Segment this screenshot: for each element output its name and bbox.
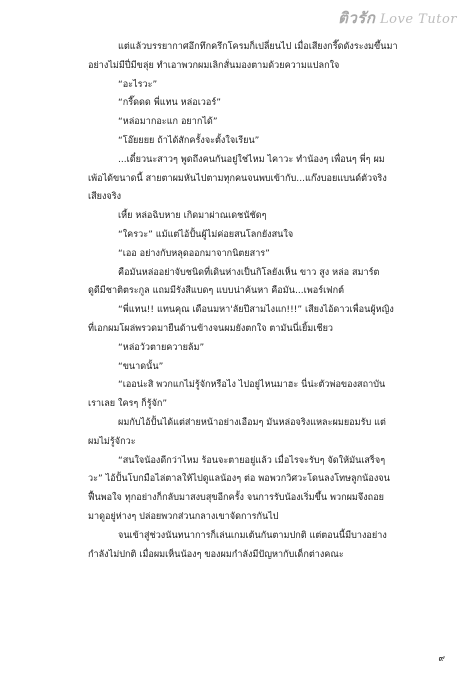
text-line: เหี้ย หล่อฉิบหาย เกิดมาผ่าณเดชนัชัดๆ xyxy=(118,211,267,222)
text-line: อย่างไม่มีปี่มีขลุ่ย ทำเอาพวกผมเลิกสั่นมองตามด้วยความแปลกใจ xyxy=(88,60,340,71)
book-title-watermark xyxy=(338,6,457,30)
text-line: มาดูอยู่ห่างๆ ปล่อยพวกส่วนกลางเขาจัดการกันไป xyxy=(88,511,279,522)
body-text xyxy=(88,38,406,564)
book-title-thai: ติวรัก xyxy=(338,9,376,27)
text-line: ผมกับไอ้ปั้นได้แต่ส่ายหน้าอย่างเอือมๆ มันหล่อจริงแหละผมยอมรับ แต่ xyxy=(118,417,386,428)
text-line: “โอ๊ยยยย ถ้าได้สักครั้งจะตั้งใจเรียน” xyxy=(118,135,260,146)
text-line: “เออ อย่างกับหลุดออกมาจากนิตยสาร” xyxy=(118,248,270,259)
text-line: กำลังไม่ปกติ เมื่อผมเห็นน้องๆ ของผมกำลังมีปัญหากับเด็กต่างคณะ xyxy=(88,549,344,560)
book-title-latin: Love Tutor xyxy=(380,12,457,27)
text-line: ผมไม่รู้จักวะ xyxy=(88,436,136,447)
text-line: ดูดีมีชาติตระกูล แถมมีรังสีแบดๆ แบบน่าค้นหา คือมัน...เพอร์เฟกต์ xyxy=(88,286,345,297)
text-line: เสียงจริง xyxy=(88,192,122,203)
text-line: คือมันหล่ออย่าจับชนิดที่เดินห่างเป็นกิโลยังเห็น ขาว สูง หล่อ สมาร์ต xyxy=(118,267,380,278)
text-line: “เออน่ะสิ พวกแกไม่รู้จักหรือไง ไปอยู่ไหนมาฮะ นี่น่ะตัวพ่อของสถาบัน xyxy=(118,380,386,391)
text-line: “กรี๊ดดด พี่แทน หล่อเวอร์” xyxy=(118,98,221,109)
text-line: ที่เอกผมโผล่พรวดมายืนด้านข้างจนผมยังตกใจ ตามันนี่เยิ้มเชียว xyxy=(88,323,333,334)
text-line: “พี่แทน!! แทนคุณ เดือนมหา'ลัยปีสามไงแก!!!” เสียงไอ้ดาวเพื่อนผู้หญิง xyxy=(118,305,394,316)
text-line: “สนใจน้องดีกว่าไหม ร้อนจะตายอยู่แล้ว เมื่อไรจะรับๆ จัดให้มันเสร็จๆ xyxy=(118,455,386,466)
text-line: เราเลย ใครๆ ก็รู้จัก” xyxy=(88,399,168,410)
text-line: “ใครวะ” แม้แต่ไอ้ปั้นผู้ไม่ค่อยสนโลกยังสนใจ xyxy=(118,229,294,240)
text-line: “หล่อวัวตายควายล้ม” xyxy=(118,342,205,353)
text-line: จนเข้าสู่ช่วงนันทนาการก็เล่นเกมเต้นกันตามปกติ แต่ตอนนี้มีบางอย่าง xyxy=(118,530,387,541)
text-line: ฟื้นพอใจ ทุกอย่างก็กลับมาสงบสุขอีกครั้ง จนการรับน้องเริ่มขึ้น พวกผมจึงถอย xyxy=(88,493,384,504)
text-line: “ขนาดนั้น” xyxy=(118,361,164,372)
text-line: แต่แล้วบรรยากาศอึกทึกครึกโครมก็เปลี่ยนไป เมื่อเสียงกรี๊ดดังระงมขึ้นมา xyxy=(118,42,398,52)
text-line: ...เดี๋ยวนะสาวๆ พูดถึงคนกันอยู่ใช่ไหม ไคาวะ ทำน้องๆ เพื่อนๆ พี่ๆ ผม xyxy=(118,154,385,165)
text-line: เพ้อได้ขนาดนี้ สายตาผมหันไปตามทุกคนจนพบเข้ากับ...แก๊งบอยแบนด์ตัวจริง xyxy=(88,173,387,184)
text-line: “อะไรวะ” xyxy=(118,79,158,90)
text-line: “หล่อมากอะแก อยากได้” xyxy=(118,117,218,128)
page-number: ๙ xyxy=(438,654,445,664)
text-line: วะ” ไอ้ปั้นโบกมือไล่ตาลให้ไปดูแลน้องๆ ต่อ พอพวกวิศวะโดนลงโทษลูกน้องจน xyxy=(88,474,390,485)
